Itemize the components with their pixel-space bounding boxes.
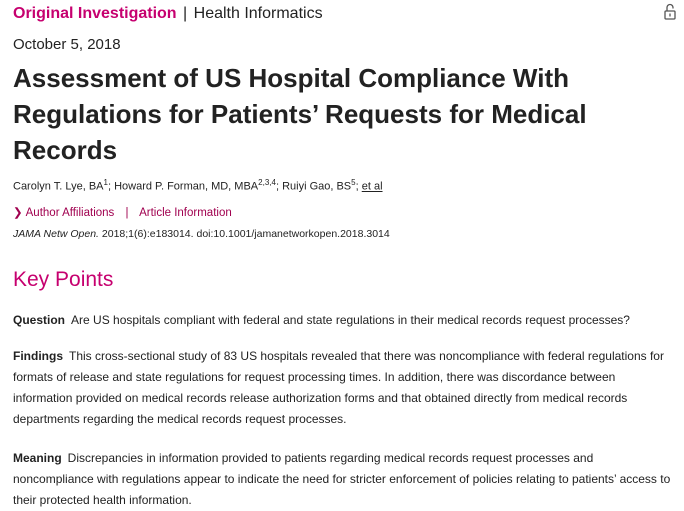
key-point-question — [13, 310, 675, 331]
article-type-link[interactable]: Original Investigation — [13, 5, 177, 22]
question-label: Question — [13, 313, 66, 327]
author-affiliation-sup: 1 — [103, 178, 108, 187]
subject-link[interactable]: Health Informatics — [193, 5, 323, 22]
et-al-link[interactable]: et al — [361, 180, 383, 193]
meaning-text: Discrepancies in information provided to patients regarding medical records request processes and noncompliance with regulations appear to indicate the need for stricter enforcement of policies relating to patients’ access to their protected health information. — [13, 451, 671, 507]
article-title: Assessment of US Hospital Compliance With Regulations for Patients’ Requests for Medical Records — [13, 63, 587, 165]
unlocked-padlock-icon[interactable] — [663, 3, 677, 21]
article-info-links — [13, 205, 232, 219]
author-name: Ruiyi Gao, BS — [282, 180, 352, 193]
citation-details: 2018;1(6):e183014. doi:10.1001/jamanetworkopen.2018.3014 — [101, 228, 390, 240]
question-text: Are US hospitals compliant with federal and state regulations in their medical records request processes? — [71, 313, 630, 327]
info-links-divider: | — [125, 207, 129, 219]
author-affiliations-link[interactable]: Author Affiliations — [25, 207, 115, 219]
author-affiliation-sup: 5 — [351, 178, 356, 187]
findings-label: Findings — [13, 349, 63, 363]
chevron-right-icon: ❯ — [13, 207, 23, 219]
key-points-heading: Key Points — [13, 268, 114, 291]
key-point-meaning — [13, 448, 675, 511]
article-information-link[interactable]: Article Information — [139, 207, 232, 219]
author-name: Carolyn T. Lye, BA — [13, 180, 104, 193]
author-list: Carolyn T. Lye, $BA^1$; Howard P. Forman, MD, MBA$^{2,3,4}$; Ruiyi Gao, $BS^5$; et al — [13, 178, 383, 193]
citation — [13, 228, 390, 240]
publication-date: October 5, 2018 — [13, 36, 121, 53]
findings-text: This cross-sectional study of 83 US hospitals revealed that there was noncompliance with federal regulations for formats of release and state regulations for request processing times. In addition, there was discordance between information provided on medical records release authorization forms and that obtained directly from medical records departments regarding the medical records request processes. — [13, 349, 664, 426]
header-separator: | — [183, 5, 188, 22]
citation-journal: JAMA Netw Open. — [13, 228, 99, 240]
author-affiliation-sup: 2,3,4 — [258, 178, 276, 187]
meaning-label: Meaning — [13, 451, 62, 465]
author-name: Howard P. Forman, MD, MBA — [114, 180, 259, 193]
article-header — [13, 4, 323, 24]
key-point-findings — [13, 346, 675, 430]
